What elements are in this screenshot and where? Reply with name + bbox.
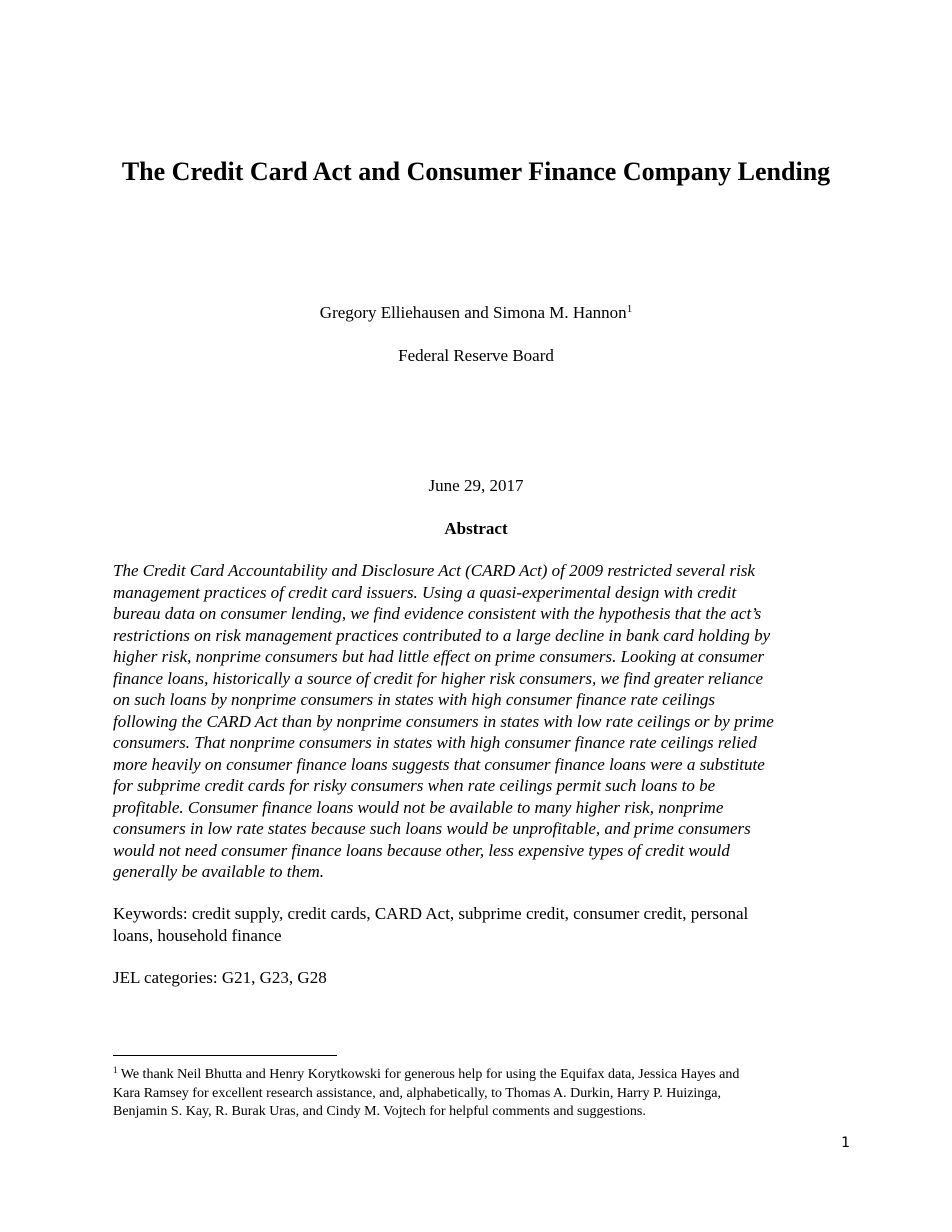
jel-categories: JEL categories: G21, G23, G28 [113, 968, 327, 987]
footnote [113, 1066, 849, 1122]
abstract-text: The Credit Card Accountability and Disclosure Act (CARD Act) of 2009 restricted several risk management practices of credit card issuers. Using a quasi-experimental design with credit bureau data on consumer lending, we find evidence consistent with the hypothesis that the act’s restrictions on risk management practices contributed to a large decline in bank card holding by higher risk, nonprime consumers but had little effect on prime consumers. Looking at consumer finance loans, historically a source of credit for higher risk consumers, we find greater reliance on such loans by nonprime consumers in states with high consumer finance rate ceilings following the CARD Act than by nonprime consumers in states with low rate ceilings or by prime consumers. That nonprime consumers in states with high consumer finance rate ceilings relied more heavily on consumer finance loans suggests that consumer finance loans were a substitute for subprime credit cards for risky consumers when rate ceilings permit such loans to be profitable. Consumer finance loans would not be available to many higher risk, nonprime consumers in low rate states because such loans would be unprofitable, and prime consumers would not need consumer finance loans because other, less expensive types of credit would generally be available to them. [113, 561, 774, 881]
footnote-text: We thank Neil Bhutta and Henry Korytkowski for generous help for using the Equifax data, Jessica Hayes and Kara Ramsey for excellent research assistance, and, alphabetically, to Thomas A. Durkin, Harry P. Huizinga, Benjamin S. Kay, R. Burak Uras, and Cindy M. Vojtech for helpful comments and suggestions. [113, 1067, 740, 1119]
footnote-marker: 1 [113, 1065, 118, 1075]
page-number: 1 [841, 1135, 850, 1151]
affiliation: Federal Reserve Board [398, 346, 554, 365]
abstract-heading: Abstract [444, 519, 508, 538]
author-line [0, 302, 952, 324]
keywords: Keywords: credit supply, credit cards, CARD Act, subprime credit, consumer credit, personal loans, household finance [113, 904, 749, 945]
publication-date: June 29, 2017 [428, 476, 524, 495]
author-footnote-marker: 1 [626, 303, 633, 315]
paper-title: The Credit Card Act and Consumer Finance Company Lending [121, 157, 831, 186]
footnote-divider [113, 1055, 337, 1056]
author-names: Gregory Elliehausen and Simona M. Hannon [319, 303, 627, 322]
